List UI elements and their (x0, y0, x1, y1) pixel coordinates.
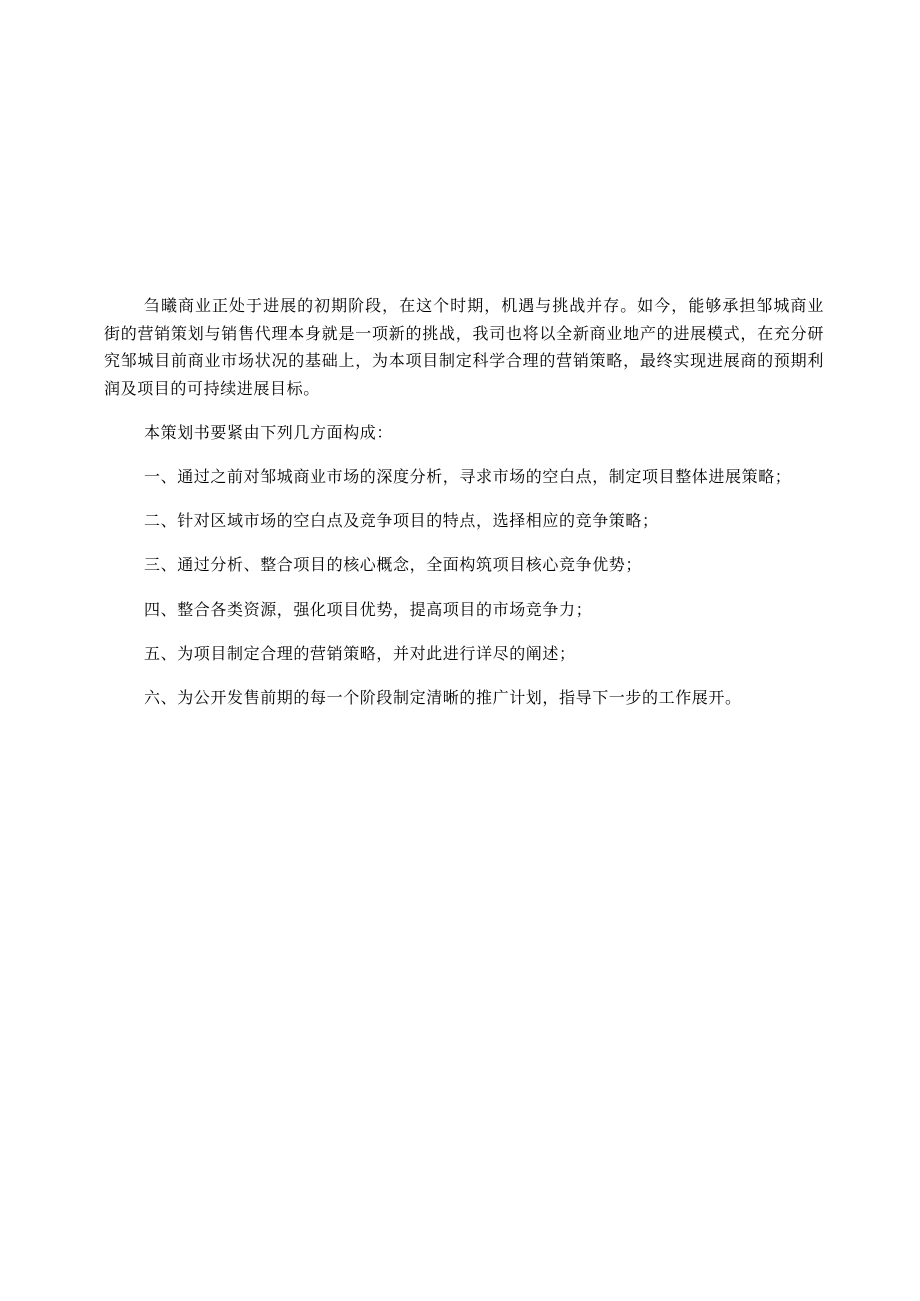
list-item-2: 二、针对区域市场的空白点及竞争项目的特点，选择相应的竞争策略； (144, 511, 659, 531)
lead-line: 本策划书要紧由下列几方面构成： (144, 422, 394, 442)
intro-paragraph: 刍曦商业正处于进展的初期阶段，在这个时期，机遇与挑战并存。如今，能够承担邹城商业街的营销策划与销售代理本身就是一项新的挑战，我司也将以全新商业地产的进展模式，在充分研究邹城目前商业市场状况的基础上，为本项目制定科学合理的营销策略，最终实现进展商的预期利润及项目的可持续进展目标。 (104, 296, 824, 399)
list-item-4: 四、整合各类资源，强化项目优势，提高项目的市场竞争力； (144, 599, 593, 619)
list-item-1: 一、通过之前对邹城商业市场的深度分析，寻求市场的空白点，制定项目整体进展策略； (144, 467, 792, 487)
list-item-5: 五、为项目制定合理的营销策略，并对此进行详尽的阐述； (144, 643, 576, 663)
list-item-3: 三、通过分析、整合项目的核心概念，全面构筑项目核心竞争优势； (144, 555, 643, 575)
document-body (104, 292, 824, 712)
list-item-6: 六、为公开发售前期的每一个阶段制定清晰的推广计划，指导下一步的工作展开。 (144, 688, 742, 708)
